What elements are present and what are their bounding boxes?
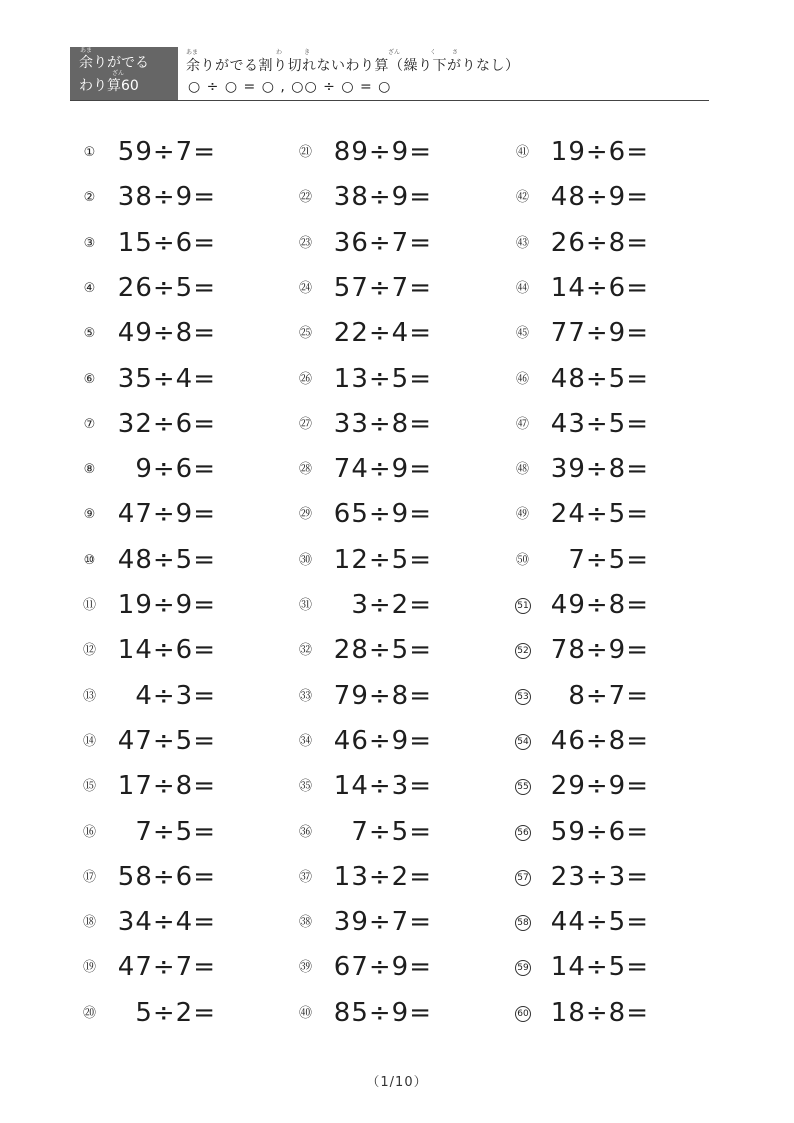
problem-number: ㉑ (298, 145, 312, 160)
problem-number: ⑩ (83, 552, 96, 568)
problem-item (82, 633, 282, 667)
problem-item (298, 905, 498, 939)
problem-item (82, 316, 282, 350)
problem-expression: 77÷9= (550, 318, 649, 349)
problem-number: ㊽ (515, 462, 529, 478)
problem-expression: 46÷8= (550, 725, 649, 756)
problem-number: 56 (515, 825, 531, 841)
problem-expression: 33÷8= (333, 408, 432, 439)
problem-item (298, 180, 498, 214)
problem-item (82, 996, 282, 1030)
problem-item (298, 407, 498, 441)
problem-expression: 18÷8= (550, 997, 649, 1028)
problem-number: ⑭ (82, 733, 96, 749)
page-number: （1/10） (366, 1075, 428, 1090)
problem-expression: 78÷9= (550, 635, 649, 666)
problem-expression: 19÷6= (550, 137, 649, 167)
problem-number: ⑨ (83, 507, 96, 523)
problem-number: 53 (515, 689, 531, 705)
problem-expression: 34÷4= (117, 907, 216, 938)
problem-item (298, 769, 498, 803)
problem-item (298, 135, 498, 169)
problem-expression: 47÷9= (117, 499, 216, 530)
problem-number: ㉜ (298, 643, 312, 659)
problem-item (82, 724, 282, 758)
problem-item (82, 180, 282, 214)
problem-number: ⑦ (83, 416, 96, 432)
problem-item (82, 362, 282, 396)
problem-expression: 38÷9= (117, 182, 216, 213)
problem-expression: 14÷5= (550, 952, 649, 983)
title-ruby: わ (276, 49, 283, 56)
problem-number: ⑧ (83, 462, 96, 478)
problem-number: ④ (83, 280, 96, 296)
problem-item (515, 905, 715, 939)
problem-expression: 59÷7= (117, 137, 216, 167)
problem-expression: 5÷2= (135, 997, 216, 1028)
problem-expression: 49÷8= (117, 318, 216, 349)
problem-item (515, 769, 715, 803)
problem-number: ㊶ (515, 145, 529, 160)
problem-item (82, 452, 282, 486)
problem-item (82, 497, 282, 531)
problem-item (298, 543, 498, 577)
problem-number: 55 (515, 779, 531, 795)
problem-number: ⑮ (82, 779, 96, 795)
problem-item (515, 135, 715, 169)
problem-item (82, 950, 282, 984)
problem-item (515, 950, 715, 984)
problem-number: ③ (83, 235, 96, 251)
problem-expression: 65÷9= (333, 499, 432, 530)
problem-number: 52 (515, 643, 531, 659)
problem-number: ㉒ (298, 190, 312, 206)
problem-expression: 47÷7= (117, 952, 216, 983)
problem-pattern: ○ ÷ ○ = ○ , ○○ ÷ ○ = ○ (188, 79, 392, 95)
problem-item (298, 271, 498, 305)
problem-expression: 44÷5= (550, 907, 649, 938)
problem-expression: 24÷5= (550, 499, 649, 530)
problem-item (82, 407, 282, 441)
title-ruby: あま (186, 49, 199, 56)
problem-item (298, 679, 498, 713)
problem-expression: 59÷6= (550, 816, 649, 847)
problem-item (298, 226, 498, 260)
problem-expression: 23÷3= (550, 861, 649, 892)
problem-item (515, 996, 715, 1030)
problem-item (515, 543, 715, 577)
problem-item (298, 497, 498, 531)
problem-expression: 8÷7= (568, 680, 649, 711)
worksheet-title: 余りがでる割り切れないわり算（繰り下がりなし） (186, 58, 520, 74)
problem-number: ㊸ (515, 235, 529, 251)
problem-item (82, 226, 282, 260)
problem-expression: 85÷9= (333, 997, 432, 1028)
problem-item (82, 905, 282, 939)
problem-item (515, 497, 715, 531)
problem-expression: 13÷5= (333, 363, 432, 394)
problem-expression: 39÷7= (333, 907, 432, 938)
problem-item (515, 588, 715, 622)
badge-title-line2: わり算60 (79, 78, 139, 94)
problem-item (515, 362, 715, 396)
problem-item (298, 588, 498, 622)
problem-number: 59 (515, 960, 531, 976)
problem-expression: 4÷3= (135, 680, 216, 711)
badge-title-line1: 余りがでる (79, 55, 149, 71)
problem-expression: 7÷5= (351, 816, 432, 847)
problem-number: ㊻ (515, 371, 529, 387)
title-ruby: く (430, 49, 437, 56)
problem-item (515, 407, 715, 441)
problem-expression: 79÷8= (333, 680, 432, 711)
problem-number: 54 (515, 734, 531, 750)
problem-expression: 29÷9= (550, 771, 649, 802)
problem-number: ⑯ (82, 824, 96, 840)
badge-ruby-ama: あま (80, 47, 93, 54)
problem-number: ㊲ (298, 869, 312, 885)
problem-number: ㉔ (298, 280, 312, 296)
problem-expression: 74÷9= (333, 454, 432, 485)
problem-number: 58 (515, 915, 531, 931)
problem-item (515, 271, 715, 305)
problem-item (515, 316, 715, 350)
problem-expression: 19÷9= (117, 590, 216, 620)
problem-expression: 43÷5= (550, 408, 649, 439)
problem-number: ㊹ (515, 280, 529, 296)
problem-expression: 67÷9= (333, 952, 432, 983)
problem-number: ㊿ (515, 552, 529, 568)
problem-number: ⑪ (82, 598, 96, 613)
problem-number: ㊼ (515, 416, 529, 432)
problem-expression: 47÷5= (117, 725, 216, 756)
problem-expression: 49÷8= (550, 590, 649, 620)
problem-expression: 14÷3= (333, 771, 432, 802)
problem-item (82, 588, 282, 622)
problem-expression: 48÷9= (550, 182, 649, 213)
problem-item (82, 815, 282, 849)
problem-item (515, 815, 715, 849)
problem-number: ㉙ (298, 507, 312, 523)
problem-expression: 38÷9= (333, 182, 432, 213)
problem-number: ⑬ (82, 688, 96, 704)
problem-number: ㉝ (298, 688, 312, 704)
problem-number: ㉖ (298, 371, 312, 387)
problem-expression: 12÷5= (333, 544, 432, 575)
problem-item (515, 226, 715, 260)
badge-ruby-zan: ざん (112, 70, 125, 77)
problem-item (82, 679, 282, 713)
problem-number: ㊵ (298, 1005, 312, 1021)
problem-number: ⑤ (83, 326, 96, 342)
problem-item (298, 452, 498, 486)
problem-number: ⑫ (82, 643, 96, 659)
problem-number: ㉓ (298, 235, 312, 251)
problem-expression: 7÷5= (135, 816, 216, 847)
problem-expression: 14÷6= (117, 635, 216, 666)
problem-number: ㉞ (298, 733, 312, 749)
problem-number: ㉛ (298, 598, 312, 613)
problem-expression: 26÷8= (550, 227, 649, 258)
problem-expression: 26÷5= (117, 272, 216, 303)
problem-item (298, 996, 498, 1030)
problem-item (515, 724, 715, 758)
problem-number: 60 (515, 1006, 531, 1022)
problem-number: ⑳ (82, 1005, 96, 1021)
problem-expression: 13÷2= (333, 861, 432, 892)
problem-item (298, 950, 498, 984)
problem-number: ⑥ (83, 371, 96, 387)
problem-item (298, 815, 498, 849)
problem-number: 57 (515, 870, 531, 886)
problem-item (82, 135, 282, 169)
problem-number: 51 (515, 598, 531, 614)
problem-number: ㊺ (515, 326, 529, 342)
problem-item (298, 316, 498, 350)
problem-item (82, 860, 282, 894)
problem-number: ㊷ (515, 190, 529, 206)
problem-number: ㊳ (298, 915, 312, 931)
problem-expression: 36÷7= (333, 227, 432, 258)
problem-number: ㉟ (298, 779, 312, 795)
problem-number: ㊾ (515, 507, 529, 523)
problem-expression: 32÷6= (117, 408, 216, 439)
problem-expression: 28÷5= (333, 635, 432, 666)
problem-item (515, 180, 715, 214)
problem-item (82, 271, 282, 305)
problem-expression: 15÷6= (117, 227, 216, 258)
problem-number: ② (83, 190, 96, 206)
problem-expression: 39÷8= (550, 454, 649, 485)
problem-expression: 58÷6= (117, 861, 216, 892)
problem-number: ⑱ (82, 915, 96, 931)
problem-number: ㉘ (298, 462, 312, 478)
problem-expression: 7÷5= (568, 544, 649, 575)
problem-item (515, 679, 715, 713)
problem-item (298, 362, 498, 396)
problem-number: ㊴ (298, 960, 312, 976)
title-ruby: さ (452, 49, 459, 56)
problem-number: ⑰ (82, 869, 96, 885)
problem-expression: 46÷9= (333, 725, 432, 756)
problem-item (82, 769, 282, 803)
problem-expression: 35÷4= (117, 363, 216, 394)
problem-item (515, 633, 715, 667)
problem-expression: 9÷6= (135, 454, 216, 485)
problem-item (515, 452, 715, 486)
title-ruby: き (304, 49, 311, 56)
problem-number: ① (83, 145, 96, 160)
problem-number: ⑲ (82, 960, 96, 976)
problem-number: ㉕ (298, 326, 312, 342)
problem-expression: 48÷5= (117, 544, 216, 575)
problem-expression: 57÷7= (333, 272, 432, 303)
problem-number: ㉚ (298, 552, 312, 568)
problem-expression: 48÷5= (550, 363, 649, 394)
problem-expression: 3÷2= (351, 590, 432, 620)
problem-number: ㉗ (298, 416, 312, 432)
title-ruby: ざん (388, 49, 401, 56)
problem-expression: 22÷4= (333, 318, 432, 349)
problem-expression: 89÷9= (333, 137, 432, 167)
problem-item (298, 860, 498, 894)
problem-item (82, 543, 282, 577)
problem-expression: 14÷6= (550, 272, 649, 303)
problem-item (515, 860, 715, 894)
problem-expression: 17÷8= (117, 771, 216, 802)
problem-item (298, 633, 498, 667)
problem-item (298, 724, 498, 758)
problem-number: ㊱ (298, 824, 312, 840)
